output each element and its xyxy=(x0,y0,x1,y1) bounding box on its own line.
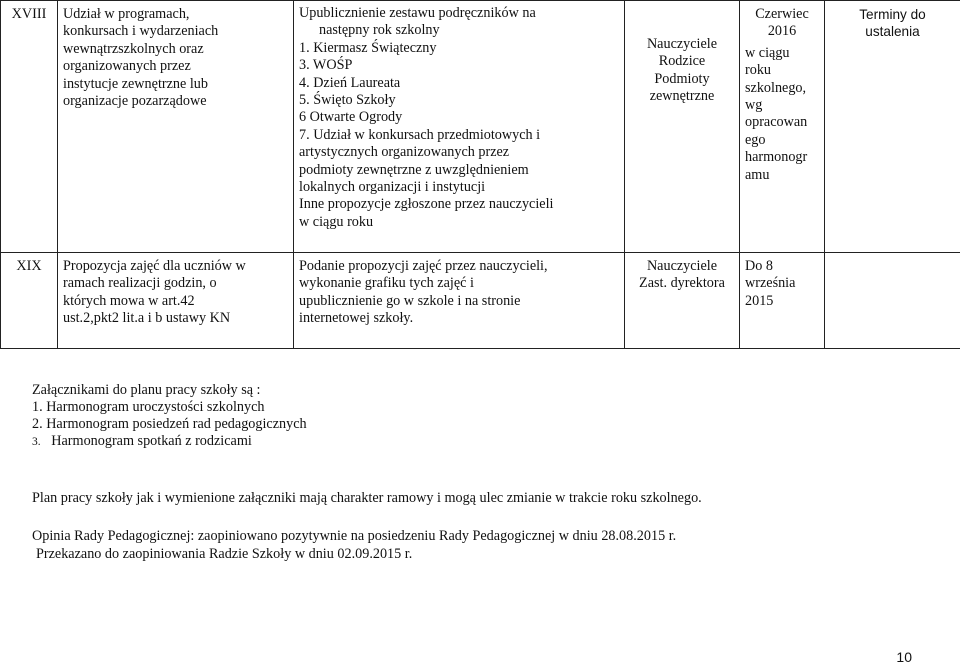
method-line: 7. Udział w konkursach przedmiotowych i xyxy=(299,127,619,144)
task-line: wewnątrzszkolnych oraz xyxy=(63,41,288,58)
method-line: upublicznienie go w szkole i na stronie xyxy=(299,293,619,310)
method-cell xyxy=(294,1,625,253)
attachment-item: 1. Harmonogram uroczystości szkolnych xyxy=(32,399,307,416)
responsible-line: Rodzice xyxy=(630,53,734,70)
task-line: konkursach i wydarzeniach xyxy=(63,23,288,40)
responsible-line: Podmioty xyxy=(630,71,734,88)
deadline-line: roku xyxy=(745,62,819,79)
task-line: których mowa w art.42 xyxy=(63,293,288,310)
method-line: Podanie propozycji zajęć przez nauczycieli, xyxy=(299,258,619,275)
attachments-list xyxy=(32,382,307,451)
deadline-line: wg xyxy=(745,97,819,114)
deadline-cell xyxy=(740,1,825,253)
table-row-xviii xyxy=(1,1,960,253)
method-line: Upublicznienie zestawu podręczników na xyxy=(299,5,619,22)
task-line: organizowanych przez xyxy=(63,58,288,75)
deadline-header-line: Czerwiec xyxy=(745,6,819,23)
responsible-cell xyxy=(625,253,740,349)
task-line: organizacje pozarządowe xyxy=(63,93,288,110)
task-cell xyxy=(58,1,294,253)
method-line: Inne propozycje zgłoszone przez nauczycieli xyxy=(299,196,619,213)
attachment-item xyxy=(32,433,307,451)
attachment-item-text: Harmonogram spotkań z rodzicami xyxy=(51,433,252,449)
responsible-line: Nauczyciele xyxy=(630,258,734,275)
task-line: ramach realizacji godzin, o xyxy=(63,275,288,292)
page-number: 10 xyxy=(896,649,912,665)
remarks-cell xyxy=(825,1,960,253)
table-row-xix xyxy=(1,253,960,349)
framework-note: Plan pracy szkoły jak i wymienione załączniki mają charakter ramowy i mogą ulec zmianie w trakcie roku szkolnego. xyxy=(32,490,702,507)
task-line: Propozycja zajęć dla uczniów w xyxy=(63,258,288,275)
responsible-line: Zast. dyrektora xyxy=(630,275,734,292)
deadline-line: Do 8 xyxy=(745,258,819,275)
deadline-line: 2015 xyxy=(745,293,819,310)
deadline-line: opracowan xyxy=(745,114,819,131)
method-line: internetowej szkoły. xyxy=(299,310,619,327)
method-line: artystycznych organizowanych przez xyxy=(299,144,619,161)
responsible-cell xyxy=(625,1,740,253)
task-line: Udział w programach, xyxy=(63,6,288,23)
responsible-line: zewnętrzne xyxy=(630,88,734,105)
deadline-header-line: 2016 xyxy=(745,23,819,40)
deadline-line: szkolnego, xyxy=(745,80,819,97)
deadline-line: w ciągu xyxy=(745,45,819,62)
method-line: w ciągu roku xyxy=(299,214,619,231)
forwarded-note: Przekazano do zaopiniowania Radzie Szkoły w dniu 02.09.2015 r. xyxy=(36,546,412,563)
task-line: ust.2,pkt2 lit.a i b ustawy KN xyxy=(63,310,288,327)
attachment-item: 2. Harmonogram posiedzeń rad pedagogicznych xyxy=(32,416,307,433)
task-line: instytucje zewnętrzne lub xyxy=(63,76,288,93)
row-number: XVIII xyxy=(1,1,58,253)
opinion-note: Opinia Rady Pedagogicznej: zaopiniowano pozytywnie na posiedzeniu Rady Pedagogicznej w dniu 28.08.2015 r. xyxy=(32,528,676,545)
remarks-cell xyxy=(825,253,960,349)
remarks-line: ustalenia xyxy=(830,23,955,40)
method-line: 5. Święto Szkoły xyxy=(299,92,619,109)
method-line: 3. WOŚP xyxy=(299,57,619,74)
deadline-line: amu xyxy=(745,167,819,184)
method-line: 6 Otwarte Ogrody xyxy=(299,109,619,126)
row-number: XIX xyxy=(1,253,58,349)
attachments-intro: Załącznikami do planu pracy szkoły są : xyxy=(32,382,307,399)
method-line: następny rok szkolny xyxy=(299,22,619,39)
method-line: podmioty zewnętrzne z uwzględnieniem xyxy=(299,162,619,179)
deadline-line: harmonogr xyxy=(745,149,819,166)
remarks-line: Terminy do xyxy=(830,6,955,23)
deadline-line: ego xyxy=(745,132,819,149)
deadline-header xyxy=(745,6,819,41)
method-line: 4. Dzień Laureata xyxy=(299,75,619,92)
task-cell xyxy=(58,253,294,349)
attachment-item-number: 3. xyxy=(32,436,41,448)
method-line: wykonanie grafiku tych zajęć i xyxy=(299,275,619,292)
method-line: lokalnych organizacji i instytucji xyxy=(299,179,619,196)
deadline-cell xyxy=(740,253,825,349)
responsible-line: Nauczyciele xyxy=(630,36,734,53)
method-line: 1. Kiermasz Świąteczny xyxy=(299,40,619,57)
method-cell xyxy=(294,253,625,349)
deadline-line: września xyxy=(745,275,819,292)
